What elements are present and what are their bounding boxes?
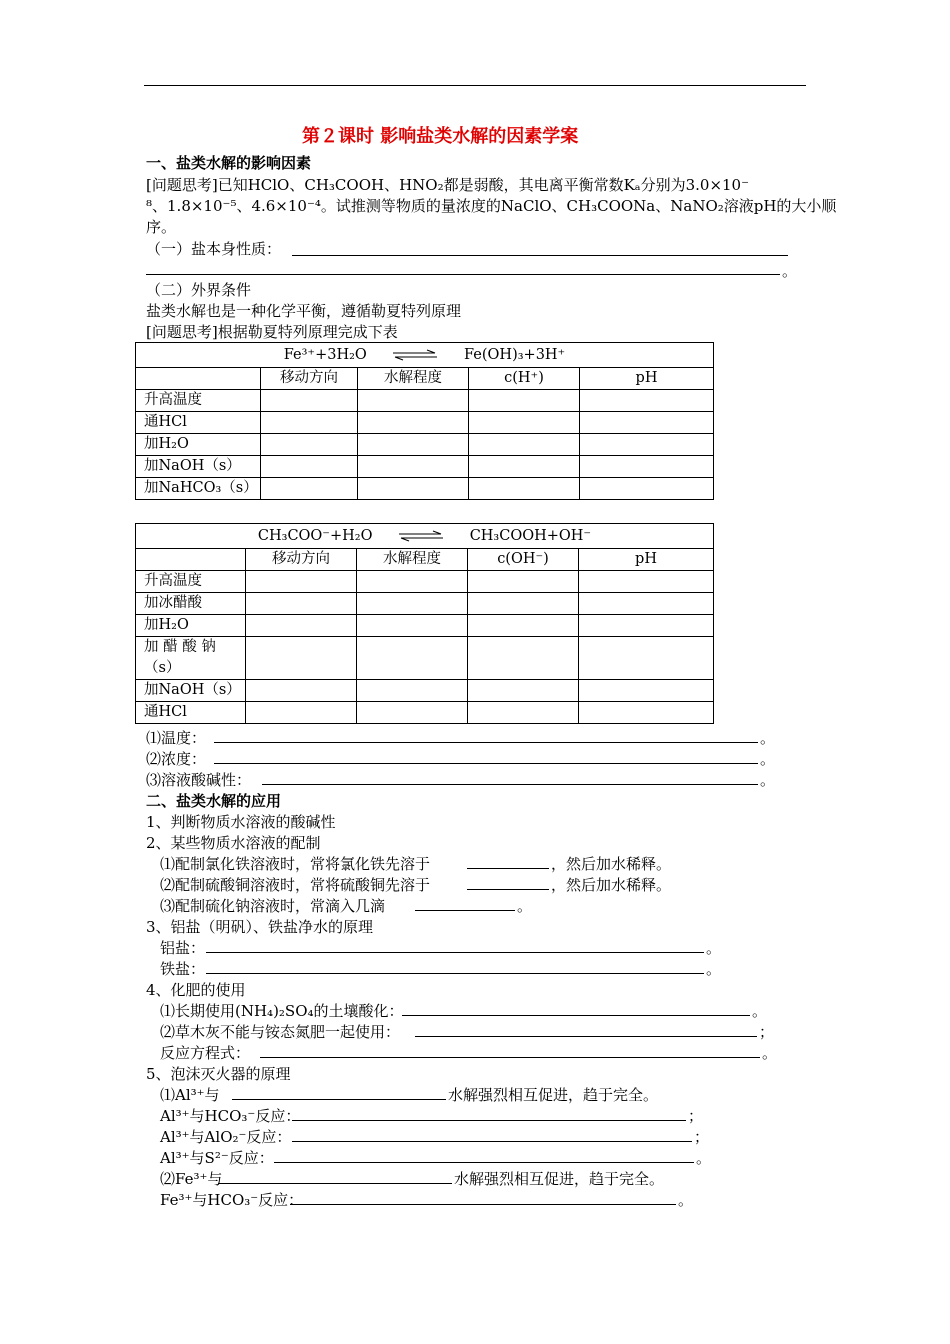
equilibrium-arrow-icon	[391, 349, 439, 361]
item-3a-label: 铝盐：	[160, 939, 206, 957]
answer-cell[interactable]	[358, 456, 469, 478]
header-cell	[136, 549, 246, 571]
table-row	[136, 571, 714, 593]
table-row	[136, 593, 714, 615]
answer-cell[interactable]	[468, 593, 579, 615]
answer-cell[interactable]	[580, 412, 714, 434]
factor-acidity: ⑶溶液酸碱性：	[146, 771, 252, 789]
answer-cell[interactable]	[579, 702, 714, 724]
subsection-external: （二）外界条件	[146, 281, 252, 299]
factor-concentration: ⑵浓度：	[146, 750, 207, 768]
answer-cell[interactable]	[261, 456, 358, 478]
item-2a-tail: ，然后加水稀释。	[551, 855, 672, 873]
table-row	[136, 680, 714, 702]
answer-blank[interactable]	[218, 1183, 452, 1184]
table-row	[136, 412, 714, 434]
item-4b-text: ⑵草木灰不能与铵态氮肥一起使用：	[160, 1023, 401, 1041]
answer-cell[interactable]	[357, 571, 468, 593]
table-fe-hydrolysis	[135, 342, 714, 500]
item-5: 5、泡沫灭火器的原理	[146, 1065, 291, 1083]
table-row	[136, 637, 714, 680]
section-1-heading: 一、盐类水解的影响因素	[146, 154, 312, 172]
period: 。	[678, 1191, 694, 1209]
answer-blank[interactable]	[214, 742, 758, 743]
answer-blank[interactable]	[292, 1120, 686, 1121]
period: 。	[760, 750, 776, 768]
answer-cell[interactable]	[261, 434, 358, 456]
answer-cell[interactable]	[358, 412, 469, 434]
answer-blank[interactable]	[146, 274, 780, 275]
row-label: 通HCl	[136, 702, 246, 724]
period: 。	[782, 262, 798, 280]
semicolon: ；	[688, 1107, 704, 1125]
answer-cell[interactable]	[468, 637, 579, 680]
row-label: 加NaOH（s）	[136, 456, 261, 478]
row-label: 加 醋 酸 钠（s）	[136, 637, 246, 680]
answer-blank[interactable]	[402, 1015, 750, 1016]
answer-cell[interactable]	[469, 478, 580, 500]
table-row	[136, 456, 714, 478]
answer-cell[interactable]	[468, 615, 579, 637]
item-5b-text: Al³⁺与HCO₃⁻反应：	[160, 1107, 301, 1125]
answer-cell[interactable]	[358, 478, 469, 500]
header-cell: pH	[579, 549, 714, 571]
subsection-intrinsic: （一）盐本身性质：	[146, 240, 282, 258]
answer-blank[interactable]	[415, 1036, 757, 1037]
answer-cell[interactable]	[580, 456, 714, 478]
table-acetate-hydrolysis	[135, 523, 714, 724]
answer-cell[interactable]	[469, 412, 580, 434]
item-4c-text: 反应方程式：	[160, 1044, 251, 1062]
item-5f-text: Fe³⁺与HCO₃⁻反应：	[160, 1191, 304, 1209]
equation-right: CH₃COOH+OH⁻	[469, 527, 592, 544]
page-title: 第２课时 影响盐类水解的因素学案	[302, 126, 579, 147]
table-row	[136, 478, 714, 500]
question-1-line-1: [问题思考]已知HClO、CH₃COOH、HNO₂都是弱酸，其电离平衡常数Kₐ分别为3.0×10⁻	[146, 176, 750, 194]
item-2b-text: ⑵配制硫酸铜溶液时，常将硫酸铜先溶于	[160, 876, 431, 894]
answer-cell[interactable]	[358, 390, 469, 412]
answer-cell[interactable]	[358, 434, 469, 456]
answer-cell[interactable]	[261, 478, 358, 500]
answer-cell[interactable]	[579, 593, 714, 615]
paragraph-le-chatelier: 盐类水解也是一种化学平衡，遵循勒夏特列原理	[146, 302, 462, 320]
item-5e-tail: 水解强烈相互促进，趋于完全。	[454, 1170, 665, 1188]
answer-cell[interactable]	[357, 680, 468, 702]
item-3b-label: 铁盐：	[160, 960, 206, 978]
question-1-line-2: ⁸、1.8×10⁻⁵、4.6×10⁻⁴。试推测等物质的量浓度的NaClO、CH₃COONa、NaNO₂溶液pH的大小顺	[146, 197, 837, 215]
item-1: 1、判断物质水溶液的酸碱性	[146, 813, 336, 831]
section-2-heading: 二、盐类水解的应用	[146, 792, 282, 810]
answer-blank[interactable]	[206, 952, 704, 953]
answer-cell[interactable]	[579, 615, 714, 637]
row-label: 加NaHCO₃（s）	[136, 478, 261, 500]
item-5a-text: ⑴Al³⁺与	[160, 1086, 220, 1104]
table-row	[136, 390, 714, 412]
answer-cell[interactable]	[579, 680, 714, 702]
period: 。	[706, 939, 722, 957]
answer-cell[interactable]	[246, 571, 357, 593]
answer-cell[interactable]	[357, 615, 468, 637]
answer-blank[interactable]	[214, 763, 758, 764]
answer-blank[interactable]	[292, 1141, 692, 1142]
answer-cell[interactable]	[357, 637, 468, 680]
table-row	[136, 615, 714, 637]
answer-blank[interactable]	[232, 1099, 446, 1100]
answer-blank[interactable]	[274, 1162, 694, 1163]
answer-cell[interactable]	[246, 680, 357, 702]
answer-cell[interactable]	[246, 637, 357, 680]
item-2: 2、某些物质水溶液的配制	[146, 834, 321, 852]
question-1-line-3: 序。	[146, 218, 177, 236]
table-row	[136, 434, 714, 456]
item-2b-tail: ，然后加水稀释。	[551, 876, 672, 894]
header-cell: c(OH⁻)	[468, 549, 579, 571]
header-rule	[144, 85, 806, 86]
item-5a-tail: 水解强烈相互促进，趋于完全。	[448, 1086, 659, 1104]
item-5e-text: ⑵Fe³⁺与	[160, 1170, 223, 1188]
answer-cell[interactable]	[579, 637, 714, 680]
answer-cell[interactable]	[469, 456, 580, 478]
answer-blank[interactable]	[415, 910, 515, 911]
answer-cell[interactable]	[469, 390, 580, 412]
answer-blank[interactable]	[206, 973, 704, 974]
period: 。	[752, 1002, 768, 1020]
answer-cell[interactable]	[469, 434, 580, 456]
row-label: 加H₂O	[136, 615, 246, 637]
answer-blank[interactable]	[292, 255, 788, 256]
period: 。	[762, 1044, 778, 1062]
item-4a-text: ⑴长期使用(NH₄)₂SO₄的土壤酸化：	[160, 1002, 404, 1020]
equation-left: CH₃COO⁻+H₂O	[257, 527, 373, 544]
header-cell: 移动方向	[261, 368, 358, 390]
answer-cell[interactable]	[580, 390, 714, 412]
header-cell	[136, 368, 261, 390]
answer-cell[interactable]	[261, 412, 358, 434]
answer-cell[interactable]	[246, 702, 357, 724]
item-5c-text: Al³⁺与AlO₂⁻反应：	[160, 1128, 292, 1146]
answer-cell[interactable]	[357, 702, 468, 724]
answer-cell[interactable]	[580, 434, 714, 456]
answer-blank[interactable]	[260, 1057, 760, 1058]
equation-right: Fe(OH)₃+3H⁺	[464, 346, 566, 363]
period: 。	[696, 1149, 712, 1167]
answer-cell[interactable]	[261, 390, 358, 412]
header-cell: 水解程度	[357, 549, 468, 571]
answer-cell[interactable]	[579, 571, 714, 593]
item-2a-text: ⑴配制氯化铁溶液时，常将氯化铁先溶于	[160, 855, 431, 873]
semicolon: ；	[759, 1023, 775, 1041]
item-4: 4、化肥的使用	[146, 981, 246, 999]
table-row	[136, 702, 714, 724]
header-cell: c(H⁺)	[469, 368, 580, 390]
item-3: 3、铝盐（明矾）、铁盐净水的原理	[146, 918, 374, 936]
period: 。	[706, 960, 722, 978]
semicolon: ；	[694, 1128, 710, 1146]
row-label: 加H₂O	[136, 434, 261, 456]
answer-cell[interactable]	[468, 571, 579, 593]
item-5d-text: Al³⁺与S²⁻反应：	[160, 1149, 274, 1167]
row-label: 升高温度	[136, 390, 261, 412]
header-cell: 移动方向	[246, 549, 357, 571]
item-2c-text: ⑶配制硫化钠溶液时，常滴入几滴	[160, 897, 386, 915]
answer-cell[interactable]	[468, 702, 579, 724]
row-label: 升高温度	[136, 571, 246, 593]
answer-blank[interactable]	[467, 889, 549, 890]
row-label: 通HCl	[136, 412, 261, 434]
row-label: 加NaOH（s）	[136, 680, 246, 702]
header-cell: 水解程度	[358, 368, 469, 390]
answer-blank[interactable]	[467, 868, 549, 869]
answer-cell[interactable]	[246, 615, 357, 637]
answer-cell[interactable]	[357, 593, 468, 615]
period: 。	[760, 771, 776, 789]
period: 。	[760, 729, 776, 747]
answer-cell[interactable]	[246, 593, 357, 615]
paragraph-question-table: [问题思考]根据勒夏特列原理完成下表	[146, 323, 398, 341]
equation-left: Fe³⁺+3H₂O	[283, 346, 367, 363]
equilibrium-arrow-icon	[397, 530, 445, 542]
factor-temperature: ⑴温度：	[146, 729, 207, 747]
item-2c-tail: 。	[517, 897, 533, 915]
answer-cell[interactable]	[580, 478, 714, 500]
equation-acetate	[136, 524, 714, 549]
header-cell: pH	[580, 368, 714, 390]
answer-blank[interactable]	[290, 1204, 676, 1205]
answer-cell[interactable]	[468, 680, 579, 702]
row-label: 加冰醋酸	[136, 593, 246, 615]
answer-blank[interactable]	[262, 784, 758, 785]
equation-fe	[136, 343, 714, 368]
